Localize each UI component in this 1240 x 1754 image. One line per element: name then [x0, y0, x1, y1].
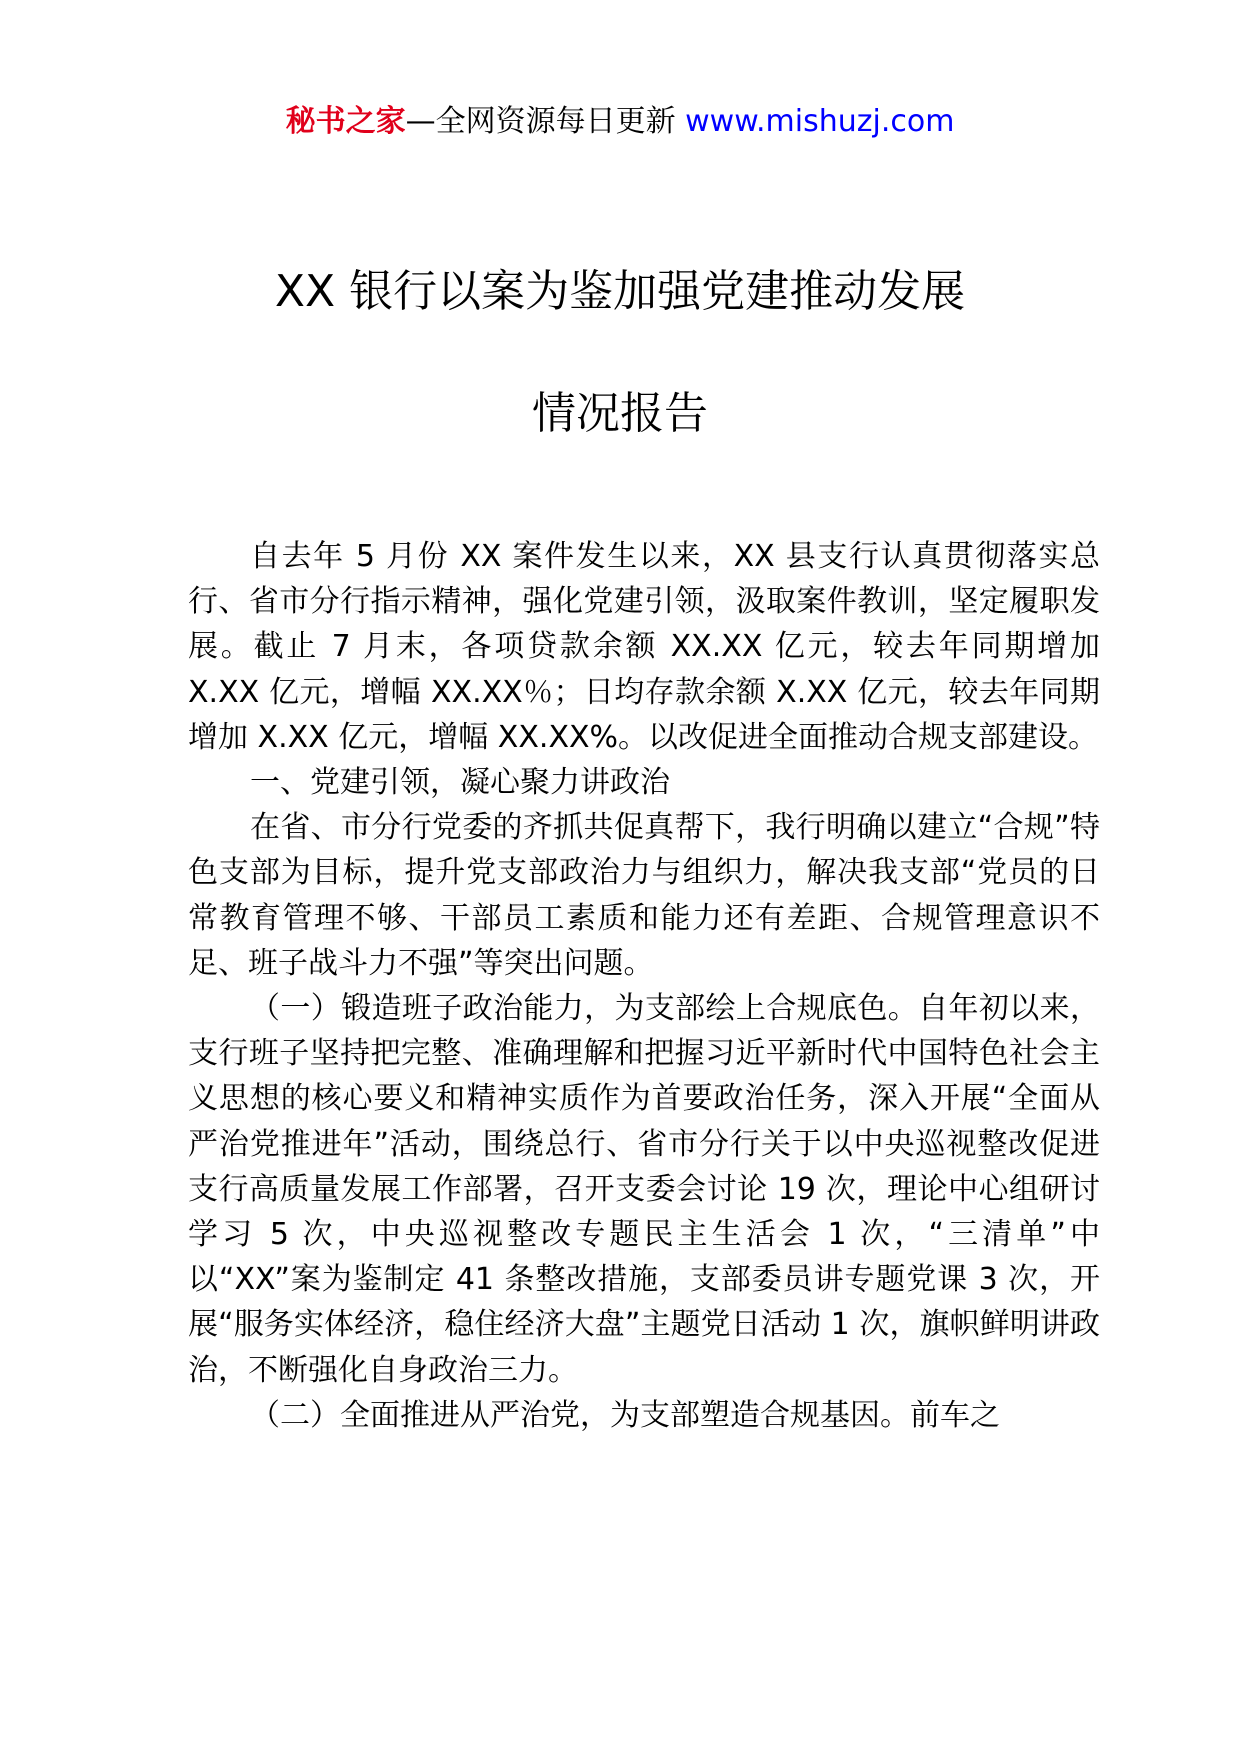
section-paragraph: 在省、市分行党委的齐抓共促真帮下，我行明确以建立“合规”特色支部为目标，提升党支部政治力与组织力，解决我支部“党员的日常教育管理不够、干部员工素质和能力还有差距、合规管理意识不足、班子战斗力不强”等突出问题。 [188, 810, 1100, 981]
brand-name: 秘书之家 [285, 104, 406, 139]
document-body [188, 534, 1100, 1438]
header-tagline: —全网资源每日更新 [405, 104, 676, 139]
site-header [0, 100, 1240, 144]
subsection-paragraph-1: （一）锻造班子政治能力，为支部绘上合规底色。自年初以来，支行班子坚持把完整、准确理解和把握习近平新时代中国特色社会主义思想的核心要义和精神实质作为首要政治任务，深入开展“全面从严治党推进年”活动，围绕总行、省市分行关于以中央巡视整改促进支行高质量发展工作部署，召开支委会讨论 19 次，理论中心组研讨学习 5 次，中央巡视整改专题民主生活会 1 次，“三清单”中以“XX”案为鉴制定 41 条整改措施，支部委员讲专题党课 3 次，开展“服务实体经济，稳住经济大盘”主题党日活动 1 次，旗帜鲜明讲政治，不断强化自身政治三力。 [188, 991, 1100, 1388]
intro-paragraph: 自去年 5 月份 XX 案件发生以来，XX 县支行认真贯彻落实总行、省市分行指示精神，强化党建引领，汲取案件教训，坚定履职发展。截止 7 月末，各项贷款余额 XX.XX 亿元，较去年同期增加 X.XX 亿元，增幅 XX.XX％；日均存款余额 X.XX 亿元，较去年同期增加 X.XX 亿元，增幅 XX.XX%。以改促进全面推动合规支部建设。 [188, 539, 1100, 755]
site-url-link[interactable]: www.mishuzj.com [685, 104, 955, 139]
section-heading: 一、党建引领，凝心聚力讲政治 [250, 765, 670, 801]
document-title-line-1: XX 银行以案为鉴加强党建推动发展 [274, 266, 966, 317]
document-title-line-2: 情况报告 [532, 388, 708, 439]
subsection-paragraph-2: （二）全面推进从严治党，为支部塑造合规基因。前车之 [250, 1397, 1000, 1433]
